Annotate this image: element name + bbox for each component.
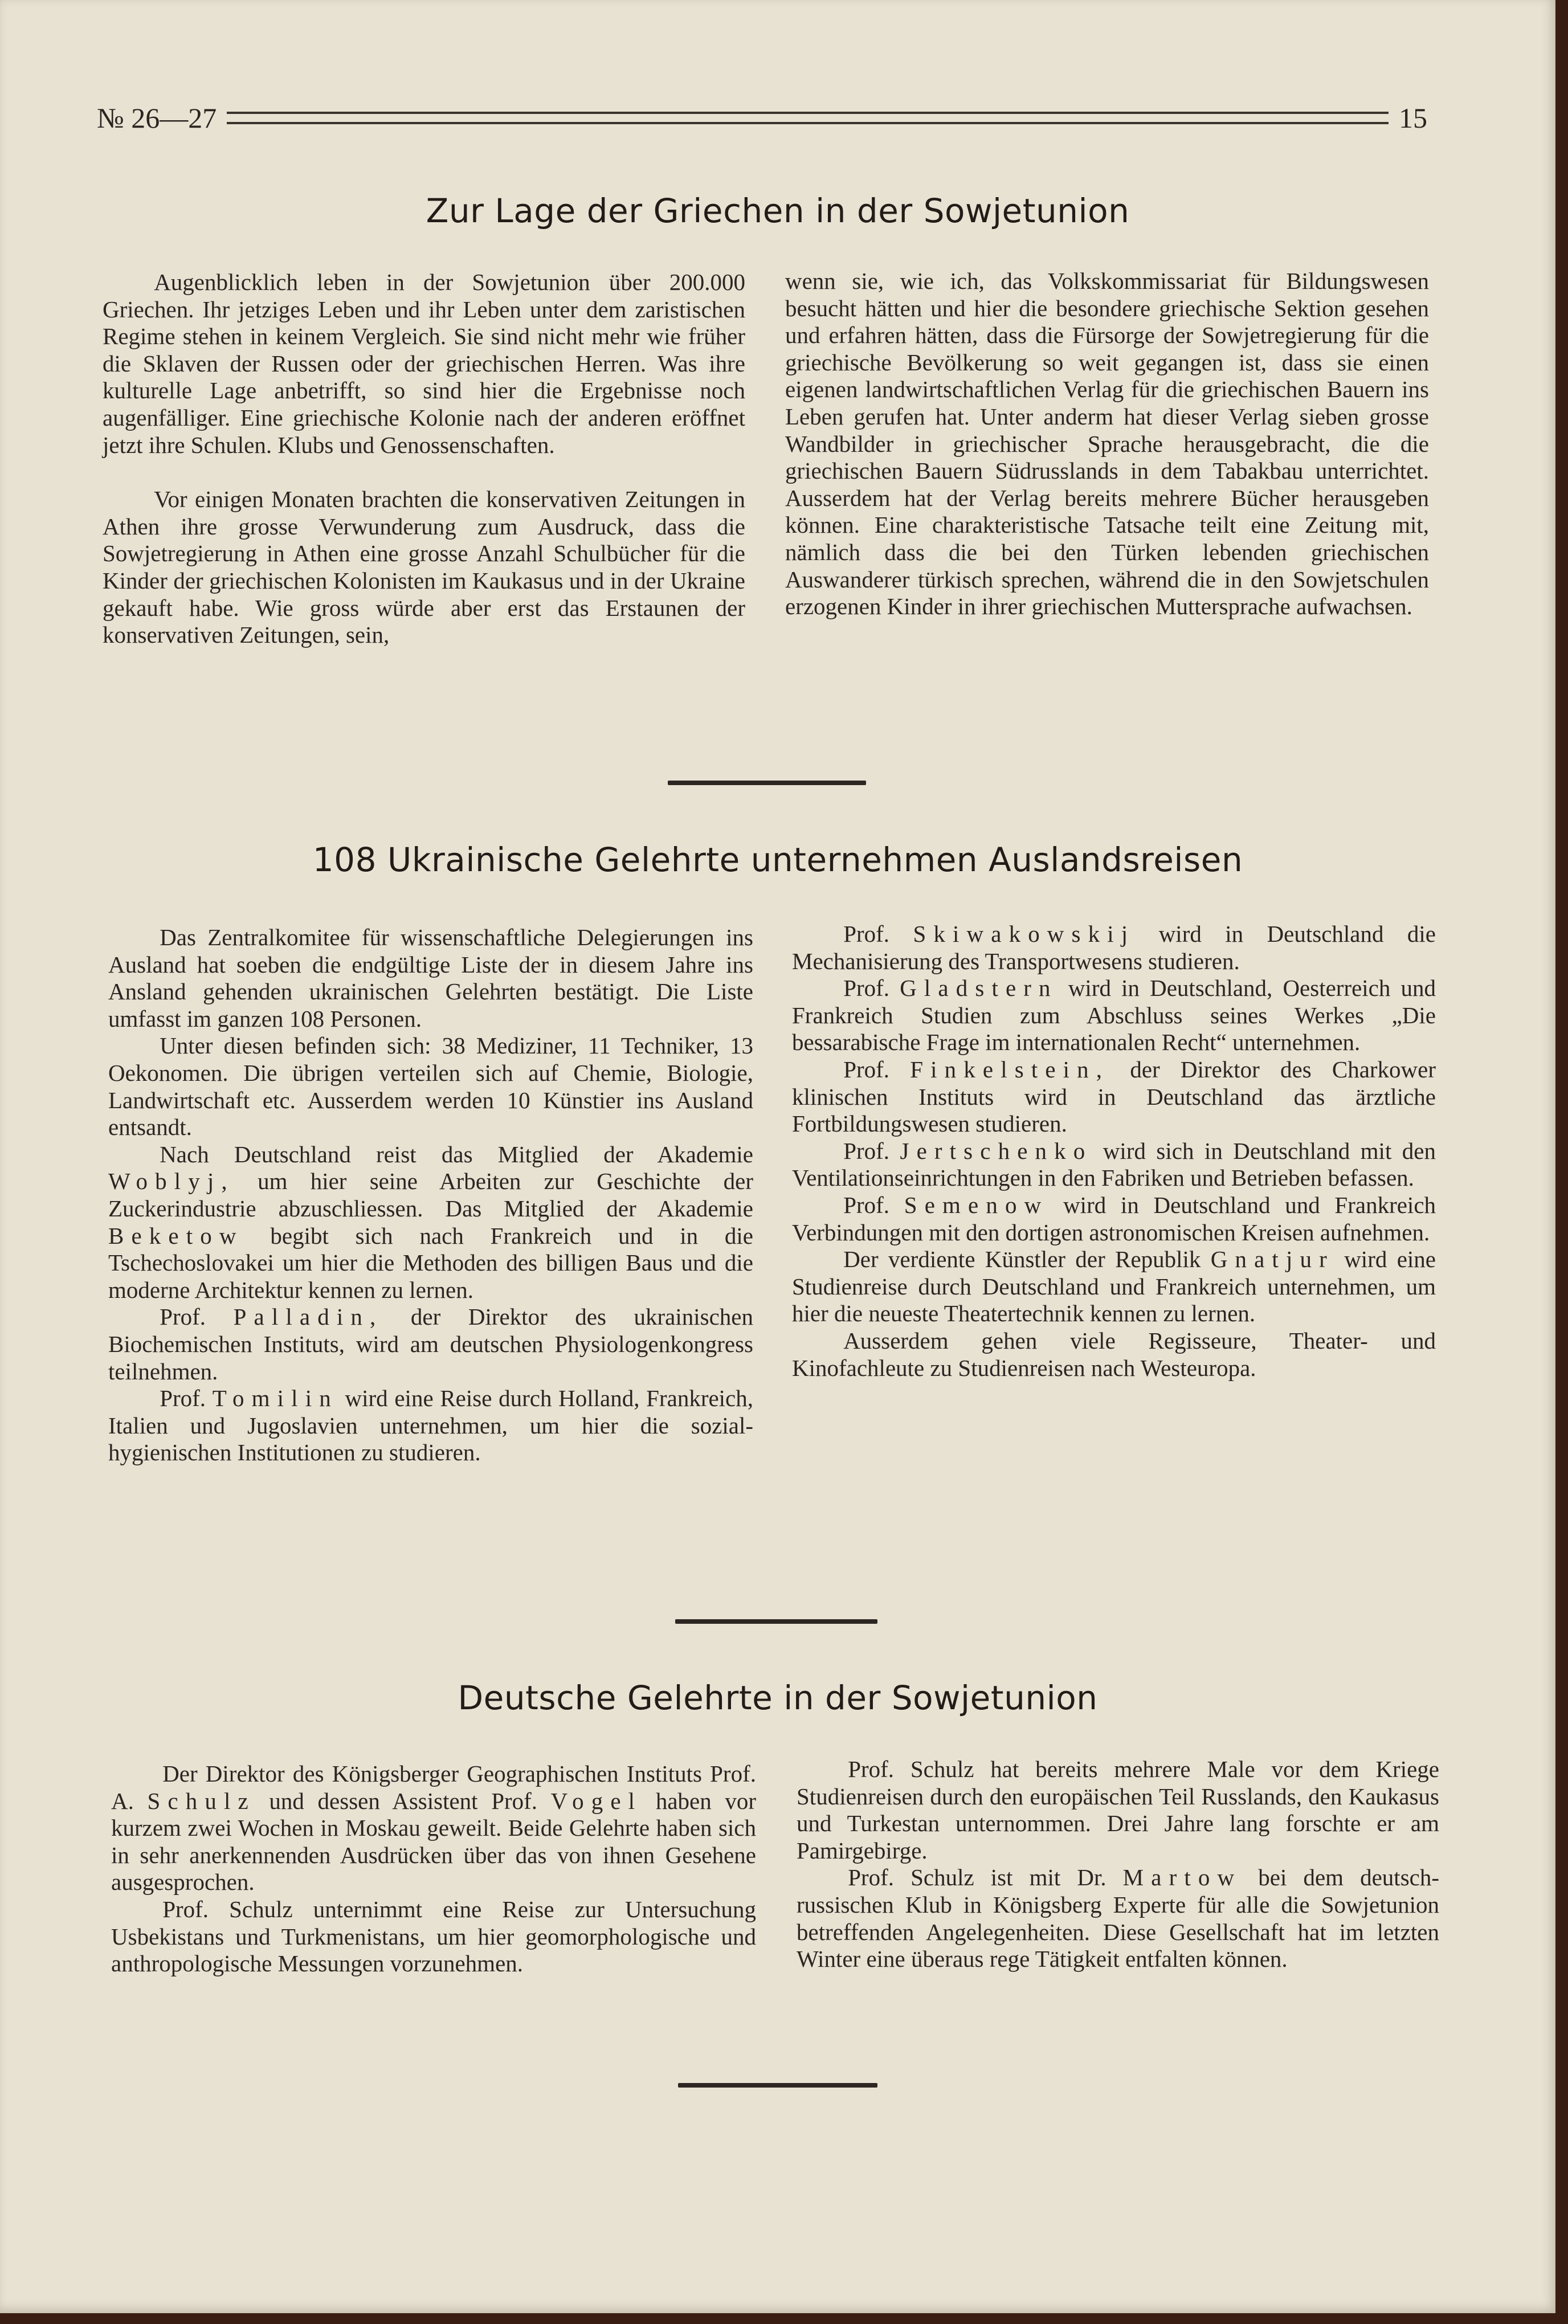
article2-paragraph: Unter diesen befinden sich: 38 Mediziner, 11 Techniker, 13 Oekonomen. Die übrigen verteilen sich auf Chemie, Biologie, Landwirtschaft etc. Ausserdem werden 10 Künstier ins Ausland entsandt. (108, 1032, 753, 1141)
section-divider (668, 781, 866, 785)
article1-title: Zur Lage der Griechen in der Sowjetunion (426, 191, 1130, 230)
page-header (97, 98, 1427, 138)
article2-title: 108 Ukrainische Gelehrte unternehmen Auslandsreisen (312, 840, 1243, 879)
article1-paragraph: Vor einigen Monaten brachten die konservativen Zeitungen in Athen ihre grosse Verwunderung zum Ausdruck, dass die Sowjetregierung in Athen eine grosse Anzahl Schulbücher für die Kinder der griechischen Kolonisten im Kaukasus und in der Ukraine gekauft habe. Wie gross würde aber erst das Erstaunen der konservativen Zeitungen, sein, (103, 486, 745, 648)
article3-paragraph: Prof. Schulz ist mit Dr. Martow bei dem deutsch-russischen Klub in Königsberg Experte für alle die Sowjetunion betreffenden Angelegenheiten. Diese Gesellschaft hat im letzten Winter eine überaus rege Tätigkeit entfalten können. (797, 1864, 1440, 1972)
article2-paragraph: Prof. Skiwakowskij wird in Deutschland die Mechanisierung des Transportwesens studieren. (792, 921, 1436, 974)
header-rule (227, 112, 1389, 124)
article1-column-left (103, 269, 745, 649)
person-name: Gladstern (900, 975, 1058, 1002)
article2-column-right (792, 921, 1436, 1382)
article1-paragraph: wenn sie, wie ich, das Volkskommissariat für Bildungswesen besucht hätten und hier die besondere griechische Sektion gesehen und erfahren hätten, dass die Fürsorge der Sowjetregierung für die griechische Bevölkerung so weit gegangen ist, dass sie einen eigenen landwirtschaftlichen Verlag für die griechischen Bauern ins Leben gerufen hat. Unter anderm hat dieser Verlag sieben grosse Wandbilder in griechischer Sprache herausgebracht, die die griechischen Bauern Südrusslands in dem Tabakbau unterrichtet. Ausserdem hat der Verlag bereits mehrere Bücher herausgeben können. Eine charakteristische Tatsache teilt eine Zeitung mit, nämlich dass die bei den Türken lebenden griechischen Auswanderer türkisch sprechen, während die in den Sowjetschulen erzogenen Kinder in ihrer griechischen Muttersprache aufwachsen. (785, 268, 1429, 620)
person-name: Skiwakowskij (913, 921, 1136, 947)
article2-paragraph: Nach Deutschland reist das Mitglied der Akademie Woblyj, um hier seine Arbeiten zur Geschichte der Zuckerindustrie abzuschliessen. Das Mitglied der Akademie Beketow begibt sich nach Frankreich und in die Tschechoslovakei um hier die Methoden des billigen Baus und die moderne Architektur kennen zu lernen. (108, 1141, 754, 1303)
section-divider (675, 1619, 877, 1624)
article2-paragraph: Das Zentralkomitee für wissenschaftliche Delegierungen ins Ausland hat soeben die endgültige Liste der in diesem Jahre ins Ansland gehenden ukrainischen Gelehrten bestätigt. Die Liste umfasst im ganzen 108 Personen. (108, 924, 753, 1032)
article2-paragraph: Prof. Jertschenko wird sich in Deutschland mit den Ventilationseinrichtungen in den Fabriken und Betrieben befassen. (792, 1137, 1436, 1191)
page-number: 15 (1399, 102, 1427, 134)
article1-column-right (785, 268, 1429, 620)
issue-number: № 26—27 (97, 102, 217, 134)
article3-paragraph: Prof. Schulz unternimmt eine Reise zur Untersuchung Usbekistans und Turkmenistans, um hier geomorphologische und anthropologische Messungen vorzunehmen. (111, 1896, 756, 1977)
article2-paragraph: Prof. Palladin, der Direktor des ukrainischen Biochemischen Instituts, wird am deutschen Physiologenkongress teilnehmen. (108, 1304, 754, 1384)
article3-paragraph: Prof. Schulz hat bereits mehrere Male vor dem Kriege Studienreisen durch den europäischen Teil Russlands, den Kaukasus und Turkestan unternommen. Drei Jahre lang forschte er am Pamirgebirge. (797, 1756, 1439, 1864)
article3-title: Deutsche Gelehrte in der Sowjetunion (458, 1678, 1098, 1717)
article2-paragraph: Prof. Tomilin wird eine Reise durch Holland, Frankreich, Italien und Jugoslavien unternehmen, um hier die sozial-hygienischen Institutionen zu studieren. (108, 1385, 754, 1466)
article2-paragraph: Prof. Gladstern wird in Deutschland, Oesterreich und Frankreich Studien zum Abschluss seines Werkes „Die bessarabische Frage im internationalen Recht“ unternehmen. (792, 975, 1436, 1056)
person-name: Tomilin (212, 1385, 338, 1412)
person-name: Gnatjur (1210, 1246, 1334, 1273)
article2-paragraph: Prof. Finkelstein, der Direktor des Charkower klinischen Instituts wird in Deutschland das ärztliche Fortbildungswesen studieren. (792, 1056, 1436, 1137)
section-divider (678, 2083, 877, 2088)
person-name: Jertschenko (900, 1137, 1093, 1164)
article3-column-right (797, 1756, 1439, 1973)
person-name: Beketow (108, 1222, 244, 1249)
person-name: Semenow (904, 1191, 1049, 1218)
article2-paragraph: Der verdiente Künstler der Republik Gnatjur wird eine Studienreise durch Deutschland und Frankreich unternehmen, um hier die neueste Theatertechnik kennen zu lernen. (792, 1246, 1436, 1327)
person-name: Schulz (147, 1787, 256, 1814)
person-name: Palladin, (233, 1304, 383, 1330)
person-name: Finkelstein, (910, 1056, 1110, 1083)
article3-column-left (111, 1761, 756, 1978)
article1-paragraph: Augenblicklich leben in der Sowjetunion über 200.000 Griechen. Ihr jetziges Leben und ihr Leben unter dem zaristischen Regime stehen in keinem Vergleich. Sie sind nicht mehr wie früher die Sklaven der Russen oder der griechischen Herren. Was ihre kulturelle Lage anbetrifft, so sind hier die Ergebnisse noch augenfälliger. Eine griechische Kolonie nach der anderen eröffnet jetzt ihre Schulen. Klubs und Genossenschaften. (103, 269, 745, 458)
article2-paragraph: Prof. Semenow wird in Deutschland und Frankreich Verbindungen mit den dortigen astronomischen Kreisen aufnehmen. (792, 1191, 1436, 1245)
person-name: Vogel (550, 1787, 643, 1814)
person-name: Martow (1122, 1864, 1242, 1891)
article2-paragraph: Ausserdem gehen viele Regisseure, Theater- und Kinofachleute zu Studienreisen nach Westeuropa. (792, 1327, 1436, 1381)
article3-paragraph: Der Direktor des Königsberger Geographischen Instituts Prof. A. Schulz und dessen Assistent Prof. Vogel haben vor kurzem zwei Wochen in Moskau geweilt. Beide Gelehrte haben sich in sehr anerkennenden Ausdrücken über das von ihnen Gesehene ausgesprochen. (111, 1761, 756, 1896)
person-name: Woblyj, (108, 1168, 235, 1195)
article2-column-left (108, 924, 753, 1467)
